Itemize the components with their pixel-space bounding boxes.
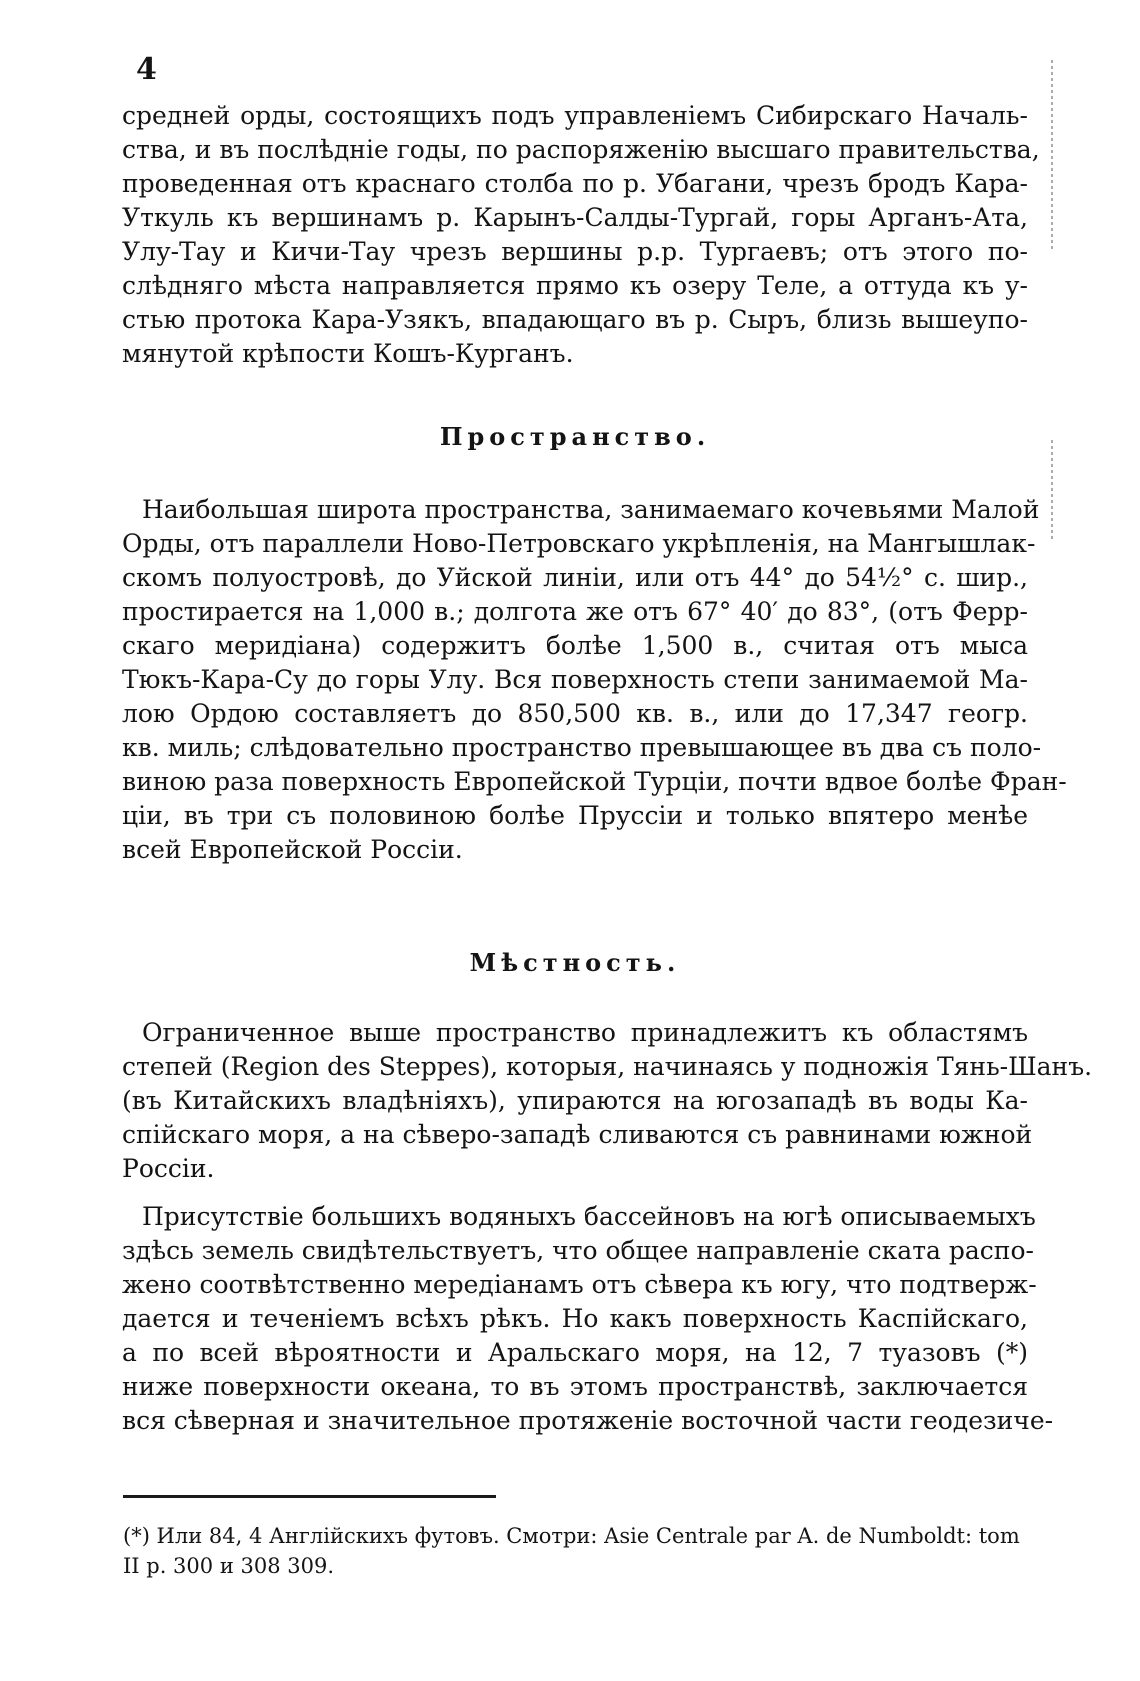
text-line: Присутствіе большихъ водяныхъ бассейновъ на югѣ описываемыхъ (142, 1202, 1036, 1231)
text-line: кв. миль; слѣдовательно пространство превышающее въ два съ поло- (122, 733, 1042, 762)
text-line: вся сѣверная и значительное протяженіе восточной части геодезиче- (122, 1406, 1054, 1435)
text-line: мянутой крѣпости Кошъ-Курганъ. (122, 339, 574, 368)
text-line: лою Ордою составляетъ до 850,500 кв. в., или до 17,347 геогр. (122, 699, 1028, 728)
text-line: слѣдняго мѣста направляется прямо къ озеру Теле, а оттуда къ у- (122, 271, 1028, 300)
text-line: а по всей вѣроятности и Аральскаго моря, на 12, 7 туазовъ (*) (122, 1338, 1028, 1367)
footnote-divider (123, 1495, 496, 1498)
scan-edge-mark (1051, 60, 1053, 250)
text-line: ства, и въ послѣдніе годы, по распоряженію высшаго правительства, (122, 135, 1040, 164)
footnote-line: (*) Или 84, 4 Англійскихъ футовъ. Смотри: Asie Centrale par A. de Numboldt: tom (123, 1524, 1020, 1548)
text-line: спійскаго моря, а на сѣверо-западѣ сливаются съ равнинами южной (122, 1120, 1033, 1149)
text-line: Уткуль къ вершинамъ р. Карынъ-Салды-Тургай, горы Арганъ-Ата, (122, 203, 1028, 232)
text-line: проведенная отъ краснаго столба по р. Убагани, чрезъ бродъ Кара- (122, 169, 1028, 198)
section-heading: Мѣстность. (469, 948, 681, 977)
text-line: Тюкъ-Кара-Су до горы Улу. Вся поверхность степи занимаемой Ма- (122, 665, 1028, 694)
text-line: средней орды, состоящихъ подъ управленіемъ Сибирскаго Началь- (122, 101, 1028, 130)
text-line: степей (Region des Steppes), которыя, начинаясь у подножія Тянь-Шанъ. (122, 1052, 1093, 1081)
text-line: здѣсь земель свидѣтельствуетъ, что общее направленіе ската распо- (122, 1236, 1034, 1265)
text-line: всей Европейской Россіи. (122, 835, 463, 864)
footnote-line: II p. 300 и 308 309. (123, 1554, 335, 1578)
text-line: стью протока Кара-Узякъ, впадающаго въ р. Сыръ, близь вышеупо- (122, 305, 1028, 334)
page-number: 4 (136, 52, 157, 87)
text-line: ниже поверхности океана, то въ этомъ пространствѣ, заключается (122, 1372, 1028, 1401)
text-line: виною раза поверхность Европейской Турціи, почти вдвое болѣе Фран- (122, 767, 1067, 796)
text-line: (въ Китайскихъ владѣніяхъ), упираются на югозападѣ въ воды Ка- (122, 1086, 1028, 1115)
text-line: Орды, отъ параллели Ново-Петровскаго укрѣпленія, на Мангышлак- (122, 529, 1036, 558)
text-line: простирается на 1,000 в.; долгота же отъ 67° 40′ до 83°, (отъ Ферр- (122, 597, 1028, 626)
text-line: ціи, въ три съ половиною болѣе Пруссіи и только впятеро менѣе (122, 801, 1028, 830)
text-line: скаго меридіана) содержитъ болѣе 1,500 в., считая отъ мыса (122, 631, 1028, 660)
text-line: Наибольшая широта пространства, занимаемаго кочевьями Малой (142, 495, 1040, 524)
text-line: дается и теченіемъ всѣхъ рѣкъ. Но какъ поверхность Каспійскаго, (122, 1304, 1028, 1333)
text-line: жено соотвѣтственно мередіанамъ отъ сѣвера къ югу, что подтверж- (122, 1270, 1037, 1299)
text-line: Россіи. (122, 1154, 215, 1183)
text-line: Ограниченное выше пространство принадлежитъ къ областямъ (142, 1018, 1028, 1047)
scan-edge-mark (1051, 440, 1053, 540)
text-line: Улу-Тау и Кичи-Тау чрезъ вершины р.р. Тургаевъ; отъ этого по- (122, 237, 1028, 266)
text-line: скомъ полуостровѣ, до Уйской линіи, или отъ 44° до 54½° с. шир., (122, 563, 1028, 592)
section-heading: Пространство. (439, 422, 711, 451)
